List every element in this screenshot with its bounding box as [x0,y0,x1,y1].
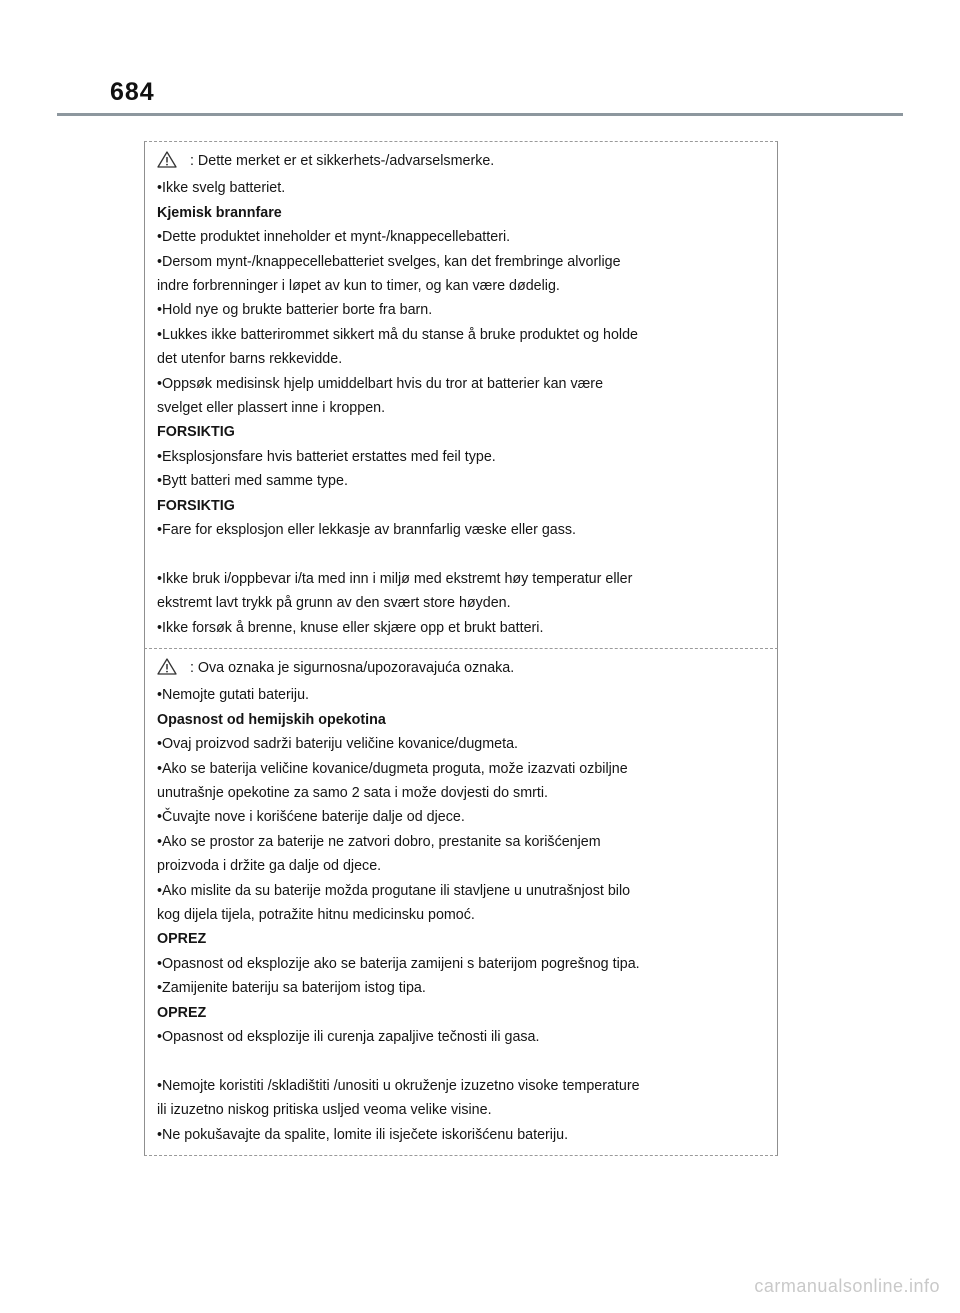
line-text: •Nemojte koristiti /skladištiti /unositi u okruženje izuzetno visoke temperature [157,1077,640,1094]
section-heading [157,1001,767,1025]
text-line [157,176,767,200]
text-line [157,976,767,1000]
line-text: indre forbrenninger i løpet av kun to timer, og kan være dødelig. [157,278,560,295]
text-line [157,469,767,493]
warning-triangle-icon [157,151,177,176]
warning-box-norwegian [144,141,778,648]
line-text: •Zamijenite bateriju sa baterijom istog tipa. [157,980,426,997]
line-text: •Ikke bruk i/oppbevar i/ta med inn i miljø med ekstremt høy temperatur eller [157,570,633,587]
text-line [157,616,767,640]
text-line [157,1123,767,1147]
text-line [157,805,767,829]
line-text: •Eksplosjonsfare hvis batteriet erstattes med feil type. [157,448,496,465]
line-text: ili izuzetno niskog pritiska usljed veoma velike visine. [157,1102,492,1119]
line-text: •Ovaj proizvod sadrži bateriju veličine kovanice/dugmeta. [157,736,519,753]
text-line [157,518,767,542]
text-line [157,396,767,420]
text-line [157,323,767,347]
text-line [157,1074,767,1098]
text-line [157,757,767,781]
line-text: •Oppsøk medisinsk hjelp umiddelbart hvis du tror at batterier kan være [157,375,604,392]
text-line [157,149,767,176]
text-line [157,732,767,756]
line-text: •Dette produktet inneholder et mynt-/knappecellebatteri. [157,229,511,246]
text-line [157,372,767,396]
line-text: svelget eller plassert inne i kroppen. [157,400,386,417]
text-line [157,781,767,805]
text-line [157,854,767,878]
line-text: •Nemojte gutati bateriju. [157,687,310,704]
text-line [157,830,767,854]
text-line [157,567,767,591]
section-heading [157,420,767,444]
header-rule [57,113,903,116]
text-line [157,656,767,683]
warning-box-croatian [144,648,778,1156]
line-text: : Ova oznaka je sigurnosna/upozoravajuća oznaka. [186,660,515,676]
line-text: OPREZ [157,931,207,948]
text-line [157,683,767,707]
line-text: : Dette merket er et sikkerhets-/advarselsmerke. [186,153,495,169]
text-line [157,298,767,322]
section-heading [157,201,767,225]
line-text: •Fare for eksplosjon eller lekkasje av brannfarlig væske eller gass. [157,522,577,539]
line-text: ekstremt lavt trykk på grunn av den svært store høyden. [157,595,511,612]
line-text: •Hold nye og brukte batterier borte fra barn. [157,302,433,319]
line-text: OPREZ [157,1004,207,1021]
text-line [157,225,767,249]
line-text: det utenfor barns rekkevidde. [157,351,343,368]
text-line [157,879,767,903]
section-heading [157,708,767,732]
line-text: •Ikke svelg batteriet. [157,180,286,197]
line-text: •Opasnost od eksplozije ako se baterija zamijeni s baterijom pogrešnog tipa. [157,955,640,972]
line-text: •Dersom mynt-/knappecellebatteriet svelges, kan det frembringe alvorlige [157,253,621,270]
text-line [157,903,767,927]
text-line [157,347,767,371]
line-text: •Ako se prostor za baterije ne zatvori dobro, prestanite sa korišćenjem [157,833,601,850]
section-heading [157,927,767,951]
text-line [157,445,767,469]
watermark: carmanualsonline.info [754,1276,940,1296]
line-text: Opasnost od hemijskih opekotina [157,711,386,728]
line-text: •Ikke forsøk å brenne, knuse eller skjære opp et brukt batteri. [157,619,544,636]
text-line [157,1098,767,1122]
line-text: •Opasnost od eksplozije ili curenja zapaljive tečnosti ili gasa. [157,1029,540,1046]
line-text: Kjemisk brannfare [157,204,282,221]
line-text: unutrašnje opekotine za samo 2 sata i može dovjesti do smrti. [157,785,548,802]
page-number: 684 [110,78,155,106]
text-line [157,1025,767,1049]
line-text: •Ako mislite da su baterije možda progutane ili stavljene u unutrašnjost bilo [157,882,631,899]
line-text: •Lukkes ikke batterirommet sikkert må du stanse å bruke produktet og holde [157,326,639,343]
section-heading [157,494,767,518]
line-text: •Čuvajte nove i korišćene baterije dalje od djece. [157,809,465,826]
text-line [157,952,767,976]
line-text: FORSIKTIG [157,424,235,441]
line-text: FORSIKTIG [157,497,235,514]
line-text: proizvoda i držite ga dalje od djece. [157,858,382,875]
warning-triangle-icon [157,658,177,683]
text-line [157,543,767,567]
text-line [157,250,767,274]
line-text: kog dijela tijela, potražite hitnu medicinsku pomoć. [157,907,475,924]
line-text: •Ne pokušavajte da spalite, lomite ili isječete iskorišćenu bateriju. [157,1126,569,1143]
text-line [157,274,767,298]
text-line [157,1050,767,1074]
line-text: •Ako se baterija veličine kovanice/dugmeta proguta, može izazvati ozbiljne [157,760,628,777]
text-line [157,591,767,615]
line-text: •Bytt batteri med samme type. [157,473,348,490]
